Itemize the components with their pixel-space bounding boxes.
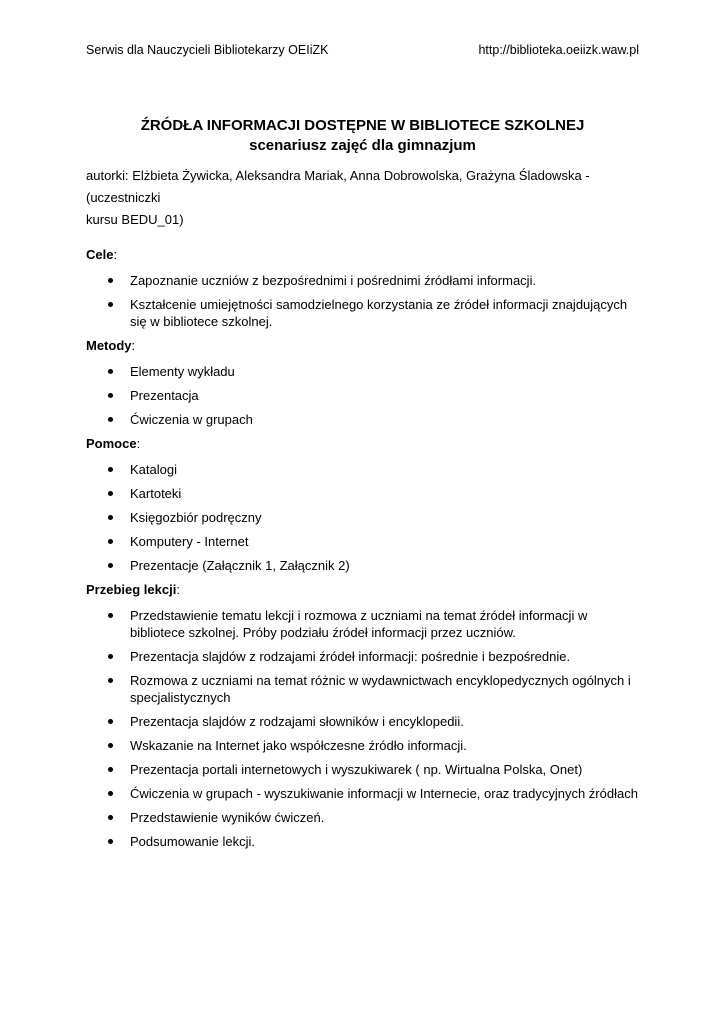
list-item: Kartoteki (86, 485, 639, 502)
list-item: Ćwiczenia w grupach (86, 411, 639, 428)
list-item: Księgozbiór podręczny (86, 509, 639, 526)
list-item: Komputery - Internet (86, 533, 639, 550)
list-item: Ćwiczenia w grupach - wyszukiwanie informacji w Internecie, oraz tradycyjnych źródłach (86, 785, 639, 802)
list-item: Prezentacja (86, 387, 639, 404)
list-item: Katalogi (86, 461, 639, 478)
title-block (86, 116, 639, 156)
authors-line-1: autorki: Elżbieta Żywicka, Aleksandra Mariak, Anna Dobrowolska, Grażyna Śladowska - (uczestniczki (86, 168, 590, 205)
page-header (86, 43, 639, 57)
list-item: Przedstawienie wyników ćwiczeń. (86, 809, 639, 826)
section-label-cele: Cele: (86, 247, 118, 262)
list-item: Przedstawienie tematu lekcji i rozmowa z uczniami na temat źródeł informacji w bibliotece szkolnej. Próby podziału źródeł informacji przez uczniów. (86, 607, 639, 641)
list-przebieg (86, 607, 639, 850)
list-item: Prezentacja portali internetowych i wyszukiwarek ( np. Wirtualna Polska, Onet) (86, 761, 639, 778)
document-title: ŹRÓDŁA INFORMACJI DOSTĘPNE W BIBLIOTECE SZKOLNEJ (140, 117, 585, 134)
list-item: Prezentacja slajdów z rodzajami słowników i encyklopedii. (86, 713, 639, 730)
section-label-metody: Metody: (86, 338, 136, 353)
list-item: Rozmowa z uczniami na temat różnic w wydawnictwach encyklopedycznych ogólnych i specjalistycznych (86, 672, 639, 706)
list-item: Kształcenie umiejętności samodzielnego korzystania ze źródeł informacji znajdujących się w bibliotece szkolnej. (86, 296, 639, 330)
list-pomoce (86, 461, 639, 574)
list-item: Prezentacja slajdów z rodzajami źródeł informacji: pośrednie i bezpośrednie. (86, 648, 639, 665)
list-item: Elementy wykładu (86, 363, 639, 380)
authors-line-2: kursu BEDU_01) (86, 212, 184, 227)
authors (86, 165, 639, 231)
header-site-name: Serwis dla Nauczycieli Bibliotekarzy OEIiZK (86, 43, 329, 57)
list-item: Prezentacje (Załącznik 1, Załącznik 2) (86, 557, 639, 574)
list-cele (86, 272, 639, 330)
section-label-pomoce: Pomoce: (86, 436, 141, 451)
list-item: Podsumowanie lekcji. (86, 833, 639, 850)
section-label-przebieg: Przebieg lekcji: (86, 582, 180, 597)
document-subtitle: scenariusz zajęć dla gimnazjum (249, 137, 476, 154)
list-item: Wskazanie na Internet jako współczesne źródło informacji. (86, 737, 639, 754)
list-metody (86, 363, 639, 428)
list-item: Zapoznanie uczniów z bezpośrednimi i pośrednimi źródłami informacji. (86, 272, 639, 289)
header-url: http://biblioteka.oeiizk.waw.pl (478, 43, 639, 57)
document-body (86, 246, 639, 857)
